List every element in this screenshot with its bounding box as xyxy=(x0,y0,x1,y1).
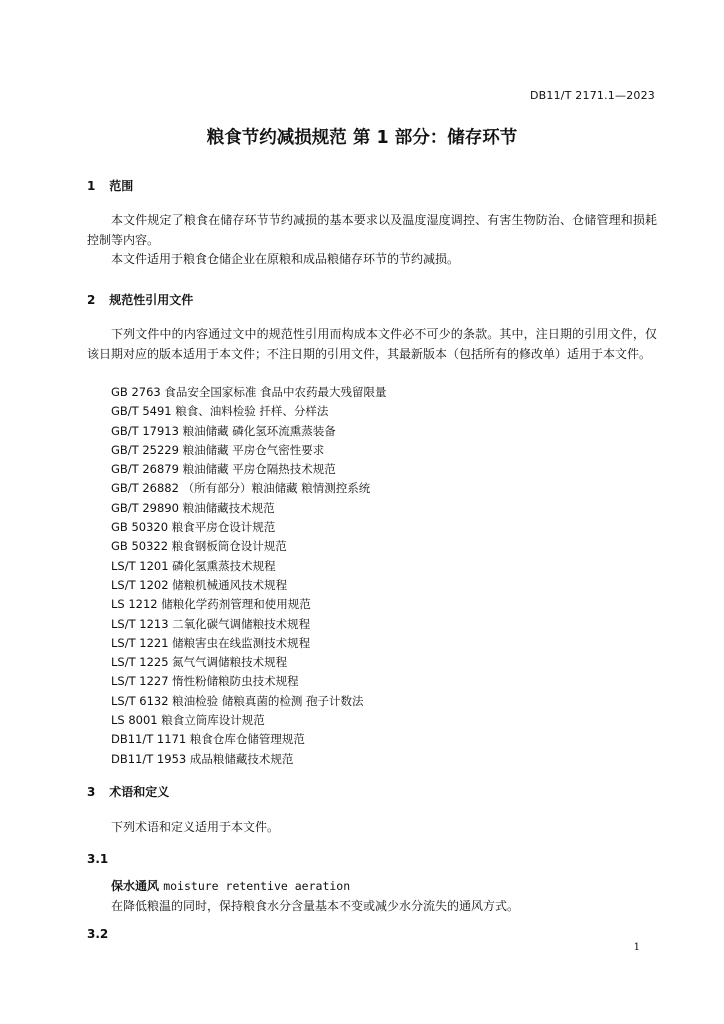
paragraph: 本文件适用于粮食仓储企业在原粮和成品粮储存环节的节约减损。 xyxy=(111,252,460,266)
document-code: DB11/T 2171.1—2023 xyxy=(529,89,655,102)
paragraph: 下列术语和定义适用于本文件。 xyxy=(111,820,280,834)
reference-item: GB 2763 食品安全国家标准 食品中农药最大残留限量 xyxy=(111,385,387,399)
reference-item: GB/T 26879 粮油储藏 平房仓隔热技术规范 xyxy=(111,462,336,477)
section-title: 规范性引用文件 xyxy=(109,293,194,307)
page-number: 1 xyxy=(633,942,640,953)
term-name-zh: 保水通风 xyxy=(111,879,160,893)
paragraph: 下列文件中的内容通过文中的规范性引用而构成本文件必不可少的条款。其中，注日期的引用文件，仅该日期对应的版本适用于本文件；不注日期的引用文件，其最新版本（包括所有的修改单）适用于本文件。 xyxy=(87,327,657,361)
reference-item: LS/T 1213 二氧化碳气调储粮技术规程 xyxy=(111,616,311,631)
term-number: 3.2 xyxy=(87,927,109,941)
reference-item: GB/T 25229 粮油储藏 平房仓气密性要求 xyxy=(111,442,325,457)
reference-item: DB11/T 1953 成品粮储藏技术规范 xyxy=(111,751,294,766)
reference-item: GB/T 29890 粮油储藏技术规范 xyxy=(111,500,275,515)
term-name xyxy=(111,877,350,894)
reference-list xyxy=(111,383,387,769)
section-heading-scope xyxy=(87,177,133,194)
section-heading-normative-references xyxy=(87,291,193,308)
reference-item: GB/T 5491 粮食、油料检验 扦样、分样法 xyxy=(111,404,329,419)
term-name-en: moisture retentive aeration xyxy=(163,879,351,893)
reference-item: LS/T 1202 储粮机械通风技术规程 xyxy=(111,577,288,592)
section-title: 范围 xyxy=(109,179,134,193)
reference-item: LS/T 1201 磷化氢熏蒸技术规程 xyxy=(111,558,276,573)
reference-item: LS/T 1225 氮气气调储粮技术规程 xyxy=(111,655,288,670)
reference-item: LS/T 1227 惰性粉储粮防虫技术规程 xyxy=(111,674,299,689)
term-definition: 在降低粮温的同时，保持粮食水分含量基本不变或减少水分流失的通风方式。 xyxy=(111,899,520,913)
reference-item: GB 50322 粮食钢板筒仓设计规范 xyxy=(111,539,287,554)
reference-item: DB11/T 1171 粮食仓库仓储管理规范 xyxy=(111,732,305,747)
section-heading-terms-and-definitions xyxy=(87,783,169,800)
reference-item: GB 50320 粮食平房仓设计规范 xyxy=(111,520,276,535)
paragraph: 本文件规定了粮食在储存环节节约减损的基本要求以及温度湿度调控、有害生物防治、仓储管理和损耗控制等内容。 xyxy=(87,213,657,247)
reference-item: LS 1212 储粮化学药剂管理和使用规范 xyxy=(111,597,311,612)
reference-item: LS 8001 粮食立筒库设计规范 xyxy=(111,713,265,728)
section-title: 术语和定义 xyxy=(109,785,170,799)
reference-item: GB/T 17913 粮油储藏 磷化氢环流熏蒸装备 xyxy=(111,423,336,438)
term-number: 3.1 xyxy=(87,852,109,866)
reference-item: LS/T 1221 储粮害虫在线监测技术规程 xyxy=(111,635,311,650)
reference-item: LS/T 6132 粮油检验 储粮真菌的检测 孢子计数法 xyxy=(111,693,364,708)
section-number: 1 xyxy=(87,179,96,193)
document-title: 粮食节约减损规范 第 1 部分：储存环节 xyxy=(206,128,518,148)
reference-item: GB/T 26882 （所有部分）粮油储藏 粮情测控系统 xyxy=(111,481,371,496)
section-number: 2 xyxy=(87,293,96,307)
section-number: 3 xyxy=(87,785,96,799)
